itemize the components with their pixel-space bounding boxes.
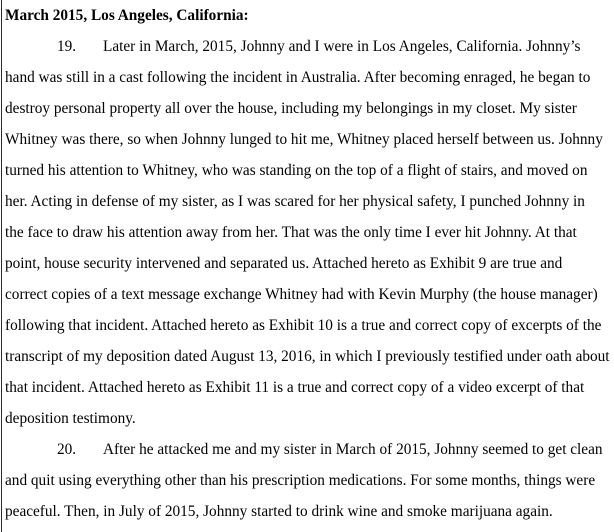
paragraph-number: 20. [57,441,77,458]
paragraph-19-first-line [57,38,581,56]
paragraph-line: turned his attention to Whitney, who was standing on the top of a flight of stairs, and moved on [5,162,588,179]
paragraph-line: Whitney was there, so when Johnny lunged to hit me, Whitney placed herself between us. Johnny [5,131,603,148]
paragraph-line: correct copies of a text message exchange Whitney had with Kevin Murphy (the house manager) [5,286,598,303]
paragraph-line: her. Acting in defense of my sister, as I was scared for her physical safety, I punched Johnny in [5,193,585,210]
paragraph-line: the face to draw his attention away from her. That was the only time I ever hit Johnny. At that [5,224,577,241]
paragraph-line: transcript of my deposition dated August 13, 2016, in which I previously testified under oath about [5,348,610,365]
paragraph-line: destroy personal property all over the house, including my belongings in my closet. My sister [5,100,577,117]
paragraph-line: point, house security intervened and separated us. Attached hereto as Exhibit 9 are true and [5,255,563,272]
paragraph-line: deposition testimony. [5,410,136,427]
paragraph-line: peaceful. Then, in July of 2015, Johnny started to drink wine and smoke marijuana again. [5,503,553,520]
paragraph-line: After he attacked me and my sister in March of 2015, Johnny seemed to get clean [103,441,603,458]
paragraph-number: 19. [57,38,77,55]
section-heading: March 2015, Los Angeles, California: [5,7,249,24]
paragraph-line: and quit using everything other than his prescription medications. For some months, things were [5,472,596,489]
paragraph-line: Later in March, 2015, Johnny and I were in Los Angeles, California. Johnny’s [103,38,581,55]
paragraph-20-first-line [57,441,603,459]
left-margin-rule [1,0,2,532]
paragraph-line: following that incident. Attached hereto as Exhibit 10 is a true and correct copy of excerpts of the [5,317,602,334]
paragraph-line: hand was still in a cast following the incident in Australia. After becoming enraged, he began to [5,69,591,86]
paragraph-line: that incident. Attached hereto as Exhibit 11 is a true and correct copy of a video excerpt of that [5,379,585,396]
